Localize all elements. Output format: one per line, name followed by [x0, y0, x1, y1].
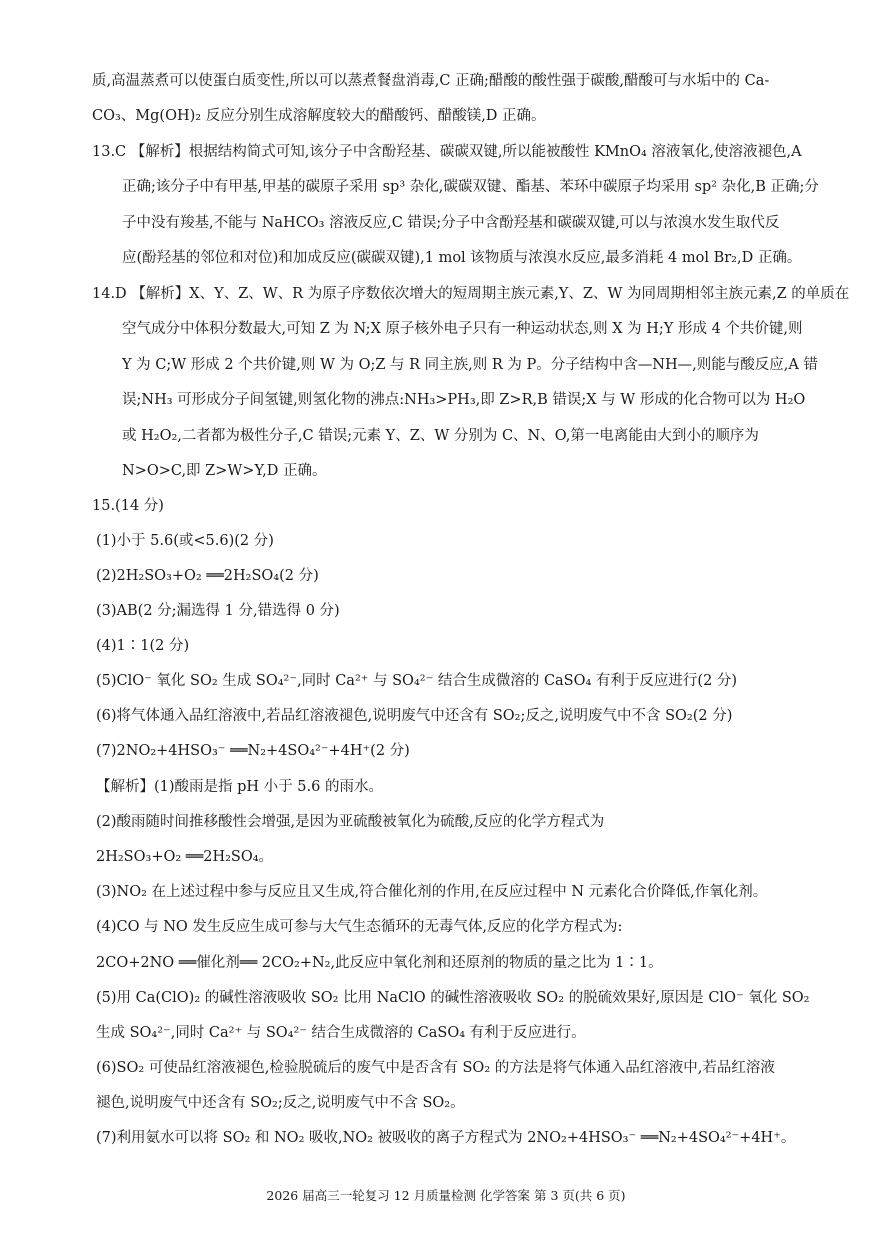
q15-analysis-1: 【解析】(1)酸雨是指 pH 小于 5.6 的雨水。	[96, 779, 383, 795]
q13-line-3: 子中没有羧基,不能与 NaHCO₃ 溶液反应,C 错误;分子中含酚羟基和碳碳双键,可以与浓溴水发生取代反	[122, 215, 780, 231]
q15-analysis-6: 2CO+2NO ══催化剂══ 2CO₂+N₂,此反应中氧化剂和还原剂的物质的量之比为 1∶1。	[96, 955, 663, 971]
q15-analysis-5: (4)CO 与 NO 发生反应生成可参与大气生态循环的无毒气体,反应的化学方程式为:	[96, 919, 623, 935]
q13-line-1: 13.C 【解析】根据结构简式可知,该分子中含酚羟基、碳碳双键,所以能被酸性 KMnO₄ 溶液氧化,使溶液褪色,A	[92, 144, 802, 160]
q15-analysis-10: 褪色,说明废气中还含有 SO₂;反之,说明废气中不含 SO₂。	[96, 1095, 465, 1111]
q15-analysis-3: 2H₂SO₃+O₂ ══2H₂SO₄。	[96, 849, 274, 865]
q15-analysis-8: 生成 SO₄²⁻,同时 Ca²⁺ 与 SO₄²⁻ 结合生成微溶的 CaSO₄ 有利于反应进行。	[96, 1025, 586, 1041]
q12-line-1: 质,高温蒸煮可以使蛋白质变性,所以可以蒸煮餐盘消毒,C 正确;醋酸的酸性强于碳酸,醋酸可与水垢中的 Ca-	[92, 73, 770, 89]
q15-answer-6: (6)将气体通入品红溶液中,若品红溶液褪色,说明废气中还含有 SO₂;反之,说明废气中不含 SO₂(2 分)	[96, 708, 733, 724]
q14-line-2: 空气成分中体积分数最大,可知 Z 为 N;X 原子核外电子只有一种运动状态,则 X 为 H;Y 形成 4 个共价键,则	[122, 321, 803, 337]
q15-analysis-2: (2)酸雨随时间推移酸性会增强,是因为亚硫酸被氧化为硫酸,反应的化学方程式为	[96, 814, 605, 830]
q15-analysis-7: (5)用 Ca(ClO)₂ 的碱性溶液吸收 SO₂ 比用 NaClO 的碱性溶液吸收 SO₂ 的脱硫效果好,原因是 ClO⁻ 氧化 SO₂	[96, 990, 810, 1006]
q15-analysis-9: (6)SO₂ 可使品红溶液褪色,检验脱硫后的废气中是否含有 SO₂ 的方法是将气体通入品红溶液中,若品红溶液	[96, 1060, 775, 1076]
q15-analysis-11: (7)利用氨水可以将 SO₂ 和 NO₂ 吸收,NO₂ 被吸收的离子方程式为 2NO₂+4HSO₃⁻ ══N₂+4SO₄²⁻+4H⁺。	[96, 1130, 796, 1146]
q14-line-3: Y 为 C;W 形成 2 个共价键,则 W 为 O;Z 与 R 同主族,则 R 为 P。分子结构中含—NH—,则能与酸反应,A 错	[122, 357, 818, 373]
q14-line-4: 误;NH₃ 可形成分子间氢键,则氢化物的沸点:NH₃>PH₃,即 Z>R,B 错误;X 与 W 形成的化合物可以为 H₂O	[122, 392, 806, 408]
q12-line-2: CO₃、Mg(OH)₂ 反应分别生成溶解度较大的醋酸钙、醋酸镁,D 正确。	[92, 108, 546, 124]
q13-line-4: 应(酚羟基的邻位和对位)和加成反应(碳碳双键),1 mol 该物质与浓溴水反应,最多消耗 4 mol Br₂,D 正确。	[122, 250, 802, 266]
q15-title: 15.(14 分)	[92, 498, 164, 514]
q13-line-2: 正确;该分子中有甲基,甲基的碳原子采用 sp³ 杂化,碳碳双键、酯基、苯环中碳原子均采用 sp² 杂化,B 正确;分	[122, 179, 819, 195]
page-footer: 2026 届高三一轮复习 12 月质量检测 化学答案 第 3 页(共 6 页)	[266, 1188, 626, 1203]
q15-analysis-4: (3)NO₂ 在上述过程中参与反应且又生成,符合催化剂的作用,在反应过程中 N 元素化合价降低,作氧化剂。	[96, 884, 768, 900]
q14-line-6: N>O>C,即 Z>W>Y,D 正确。	[122, 463, 327, 479]
q15-answer-4: (4)1∶1(2 分)	[96, 638, 190, 654]
q15-answer-1: (1)小于 5.6(或<5.6)(2 分)	[96, 533, 274, 549]
q15-answer-3: (3)AB(2 分;漏选得 1 分,错选得 0 分)	[96, 603, 340, 619]
q15-answer-5: (5)ClO⁻ 氧化 SO₂ 生成 SO₄²⁻,同时 Ca²⁺ 与 SO₄²⁻ 结合生成微溶的 CaSO₄ 有利于反应进行(2 分)	[96, 673, 738, 689]
q14-line-1: 14.D 【解析】X、Y、Z、W、R 为原子序数依次增大的短周期主族元素,Y、Z、W 为同周期相邻主族元素,Z 的单质在	[92, 286, 850, 302]
q15-answer-2: (2)2H₂SO₃+O₂ ══2H₂SO₄(2 分)	[96, 568, 319, 584]
q14-line-5: 或 H₂O₂,二者都为极性分子,C 错误;元素 Y、Z、W 分别为 C、N、O,第一电离能由大到小的顺序为	[122, 428, 759, 444]
q15-answer-7: (7)2NO₂+4HSO₃⁻ ══N₂+4SO₄²⁻+4H⁺(2 分)	[96, 743, 410, 759]
